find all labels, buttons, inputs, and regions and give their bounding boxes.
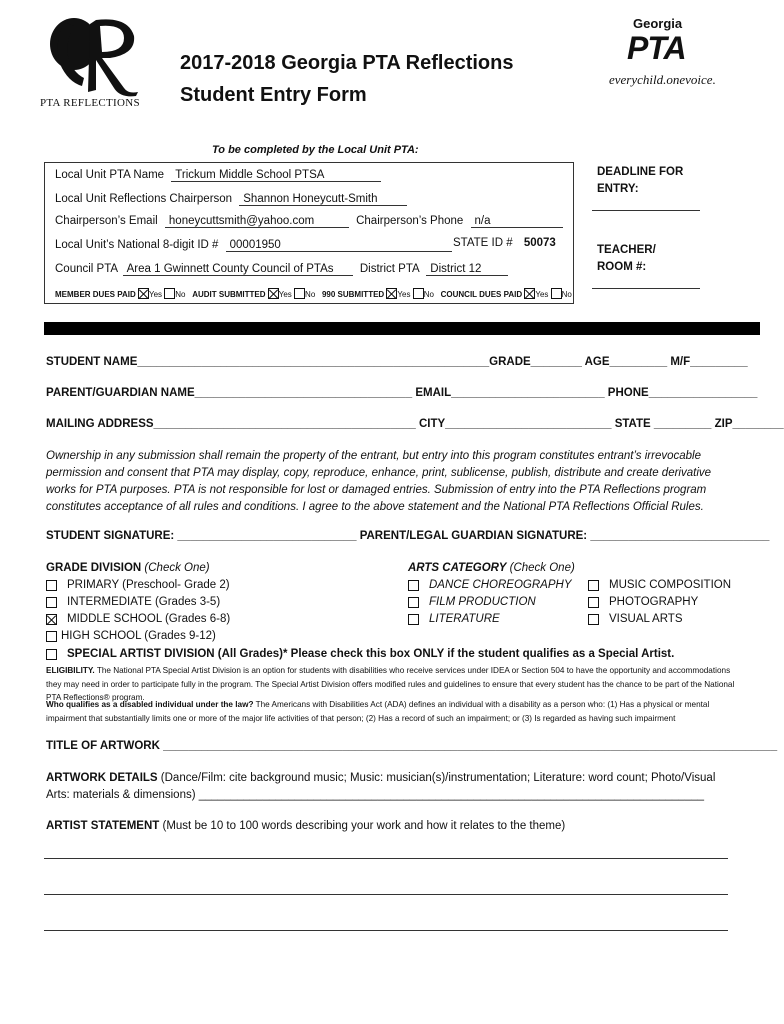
who-qualifies-text	[46, 698, 736, 725]
council-label: Council PTA	[55, 263, 118, 275]
literature-label: LITERATURE	[429, 613, 500, 625]
literature-checkbox[interactable]	[408, 614, 419, 625]
phone-label: Chairperson’s Phone	[356, 215, 464, 227]
logo-state: Georgia	[633, 16, 683, 31]
no-label: No	[175, 290, 186, 299]
artwork-details-line[interactable]: Arts: materials & dimensions) _______________________________________________________________________________	[46, 789, 705, 801]
eligibility-body: The National PTA Special Artist Division is an option for students with disabilities who receive services under IDEA or Section 504 to have the opportunity and accommodations they may need in order to participate fully in the program. The Special Artist Division offers modified rules and guidelines to ensure that every student has the chance to be part of the National PTA Reflections® program.	[46, 666, 735, 702]
age-label: AGE_________	[584, 356, 668, 368]
teacher-room-label: TEACHER/ ROOM #:	[597, 244, 656, 273]
teacher-room-field[interactable]	[592, 288, 700, 289]
special-artist-checkbox[interactable]	[46, 649, 57, 660]
grade-division	[46, 560, 230, 645]
page-subtitle: Student Entry Form	[180, 84, 367, 106]
who-qualifies-body: The Americans with Disabilities Act (ADA) defines an individual with a disability as a person who: (1) Has a physical or mental impairment that substantially limits one or more of the major life activities of that person; (2) Has a record of such an impairment; or (3) Is regarded as having such impairment	[46, 700, 710, 723]
dance-checkbox[interactable]	[408, 580, 419, 591]
yes-label: Yes	[397, 290, 411, 299]
statement-line-3[interactable]	[44, 930, 728, 931]
photography-checkbox[interactable]	[588, 597, 599, 608]
address-row[interactable]	[46, 418, 784, 430]
council-dues-no-checkbox[interactable]	[551, 288, 562, 299]
grade-division-heading: GRADE DIVISION	[46, 562, 142, 574]
audit-yes-checkbox[interactable]	[268, 288, 279, 299]
phone-field-label: PHONE_________________	[607, 387, 758, 399]
arts-category-col2	[588, 577, 731, 628]
990-label: 990 SUBMITTED	[321, 290, 385, 299]
student-name-field[interactable]	[46, 356, 748, 368]
who-qualifies-label: Who qualifies as a disabled individual under the law?	[46, 700, 254, 709]
member-dues-yes-checkbox[interactable]	[138, 288, 149, 299]
student-name-label: STUDENT NAME_______________________________________________________	[46, 356, 490, 368]
unit-name-field[interactable]: Trickum Middle School PTSA	[171, 169, 381, 182]
georgia-pta-logo	[605, 14, 735, 94]
high-school-checkbox[interactable]	[46, 631, 57, 642]
council-field[interactable]: Area 1 Gwinnett County Council of PTAs	[123, 263, 353, 276]
national-id-field[interactable]: 00001950	[226, 239, 452, 252]
music-checkbox[interactable]	[588, 580, 599, 591]
film-label: FILM PRODUCTION	[429, 596, 536, 608]
email-field-label: EMAIL________________________	[415, 387, 605, 399]
email-label: Chairperson’s Email	[55, 215, 158, 227]
middle-school-checkbox[interactable]	[46, 614, 57, 625]
parent-name-label: PARENT/GUARDIAN NAME__________________________________	[46, 387, 413, 399]
990-no-checkbox[interactable]	[413, 288, 424, 299]
deadline-field[interactable]	[592, 210, 700, 211]
grade-division-hint: (Check One)	[144, 562, 210, 574]
council-dues-label: COUNCIL DUES PAID	[440, 290, 523, 299]
high-school-label: HIGH SCHOOL (Grades 9-12)	[61, 630, 216, 642]
parent-row[interactable]	[46, 387, 757, 399]
signature-row[interactable]	[46, 530, 769, 542]
audit-no-checkbox[interactable]	[294, 288, 305, 299]
intermediate-label: INTERMEDIATE (Grades 3-5)	[67, 596, 221, 608]
film-checkbox[interactable]	[408, 597, 419, 608]
primary-checkbox[interactable]	[46, 580, 57, 591]
artist-statement	[46, 820, 565, 832]
artist-statement-label: ARTIST STATEMENT	[46, 820, 160, 832]
no-label: No	[423, 290, 434, 299]
arts-category-heading: ARTS CATEGORY	[408, 562, 507, 574]
student-signature-label: STUDENT SIGNATURE: ____________________________	[46, 530, 357, 542]
state-id-field[interactable]: 50073	[523, 237, 556, 249]
page-title: 2017-2018 Georgia PTA Reflections	[180, 52, 514, 74]
dance-label: DANCE CHOREOGRAPHY	[429, 579, 572, 591]
chair-phone-field[interactable]: n/a	[471, 215, 563, 228]
unit-name-label: Local Unit PTA Name	[55, 169, 165, 181]
990-yes-checkbox[interactable]	[386, 288, 397, 299]
parent-signature-label: PARENT/LEGAL GUARDIAN SIGNATURE: ____________________________	[359, 530, 770, 542]
no-label: No	[561, 290, 572, 299]
audit-label: AUDIT SUBMITTED	[192, 290, 266, 299]
member-dues-label: MEMBER DUES PAID	[55, 290, 136, 299]
music-label: MUSIC COMPOSITION	[609, 579, 732, 591]
council-dues-yes-checkbox[interactable]	[524, 288, 535, 299]
local-unit-box	[44, 162, 574, 304]
yes-label: Yes	[278, 290, 292, 299]
chair-field[interactable]: Shannon Honeycutt-Smith	[239, 193, 407, 206]
intermediate-checkbox[interactable]	[46, 597, 57, 608]
arts-category	[408, 560, 575, 628]
state-id-label: STATE ID #	[453, 237, 513, 249]
district-field[interactable]: District 12	[426, 263, 508, 276]
state-label: STATE _________	[614, 418, 712, 430]
title-of-artwork-field[interactable]: TITLE OF ARTWORK ________________________________________________________________________________________________	[46, 740, 778, 752]
district-label: District PTA	[359, 263, 420, 275]
logo-text: PTA REFLECTIONS	[40, 97, 140, 109]
arts-category-hint: (Check One)	[509, 562, 575, 574]
artwork-details-hint: (Dance/Film: cite background music; Music: musician(s)/instrumentation; Literature: word count; Photo/Visual	[160, 772, 716, 784]
unit-note: To be completed by the Local Unit PTA:	[212, 144, 419, 156]
yes-label: Yes	[535, 290, 549, 299]
member-dues-no-checkbox[interactable]	[164, 288, 175, 299]
grade-label: GRADE________	[489, 356, 582, 368]
statement-line-2[interactable]	[44, 894, 728, 895]
special-artist-text: SPECIAL ARTIST DIVISION (All Grades)* Please check this box ONLY if the student qualifies as a Special Artist.	[67, 648, 675, 660]
chair-label: Local Unit Reflections Chairperson	[55, 193, 233, 205]
address-label: MAILING ADDRESS_________________________________________	[46, 418, 416, 430]
middle-school-label: MIDDLE SCHOOL (Grades 6-8)	[67, 613, 231, 625]
mf-label: M/F_________	[670, 356, 748, 368]
logo-brand: PTA	[627, 30, 686, 66]
visual-arts-label: VISUAL ARTS	[609, 613, 683, 625]
primary-label: PRIMARY (Preschool- Grade 2)	[67, 579, 230, 591]
ownership-statement: Ownership in any submission shall remain the property of the entrant, but entry into this program constitutes entrant’s irrevocable permission and consent that PTA may display, copy, reproduce, enhance, print, sublicense, publish, distribute and create derivative works for PTA purposes. PTA is not responsible for lost or damaged entries. Submission of entry into the PTA Reflections program constitutes acceptance of all rules and conditions. I agree to the above statement and the National PTA Reflections Official Rules.	[46, 450, 712, 513]
dues-row	[55, 288, 572, 299]
zip-label: ZIP________	[714, 418, 784, 430]
photography-label: PHOTOGRAPHY	[609, 596, 699, 608]
national-id-label: Local Unit’s National 8-digit ID #	[55, 239, 219, 251]
yes-label: Yes	[148, 290, 163, 299]
artwork-details-label: ARTWORK DETAILS	[46, 772, 158, 784]
section-divider	[44, 322, 760, 335]
artist-statement-hint: (Must be 10 to 100 words describing your work and how it relates to the theme)	[162, 820, 566, 832]
city-label: CITY__________________________	[418, 418, 612, 430]
special-artist-row	[46, 648, 674, 660]
statement-line-1[interactable]	[44, 858, 728, 859]
eligibility-label: ELIGIBILITY.	[46, 666, 95, 675]
pta-reflections-logo	[38, 12, 148, 112]
visual-arts-checkbox[interactable]	[588, 614, 599, 625]
logo-tagline: everychild.onevoice.	[609, 72, 716, 87]
artwork-details[interactable]	[46, 772, 715, 784]
deadline-label: DEADLINE FOR ENTRY:	[597, 166, 684, 195]
no-label: No	[305, 290, 316, 299]
chair-email-field[interactable]: honeycuttsmith@yahoo.com	[165, 215, 349, 228]
reflections-r-icon	[38, 12, 148, 98]
